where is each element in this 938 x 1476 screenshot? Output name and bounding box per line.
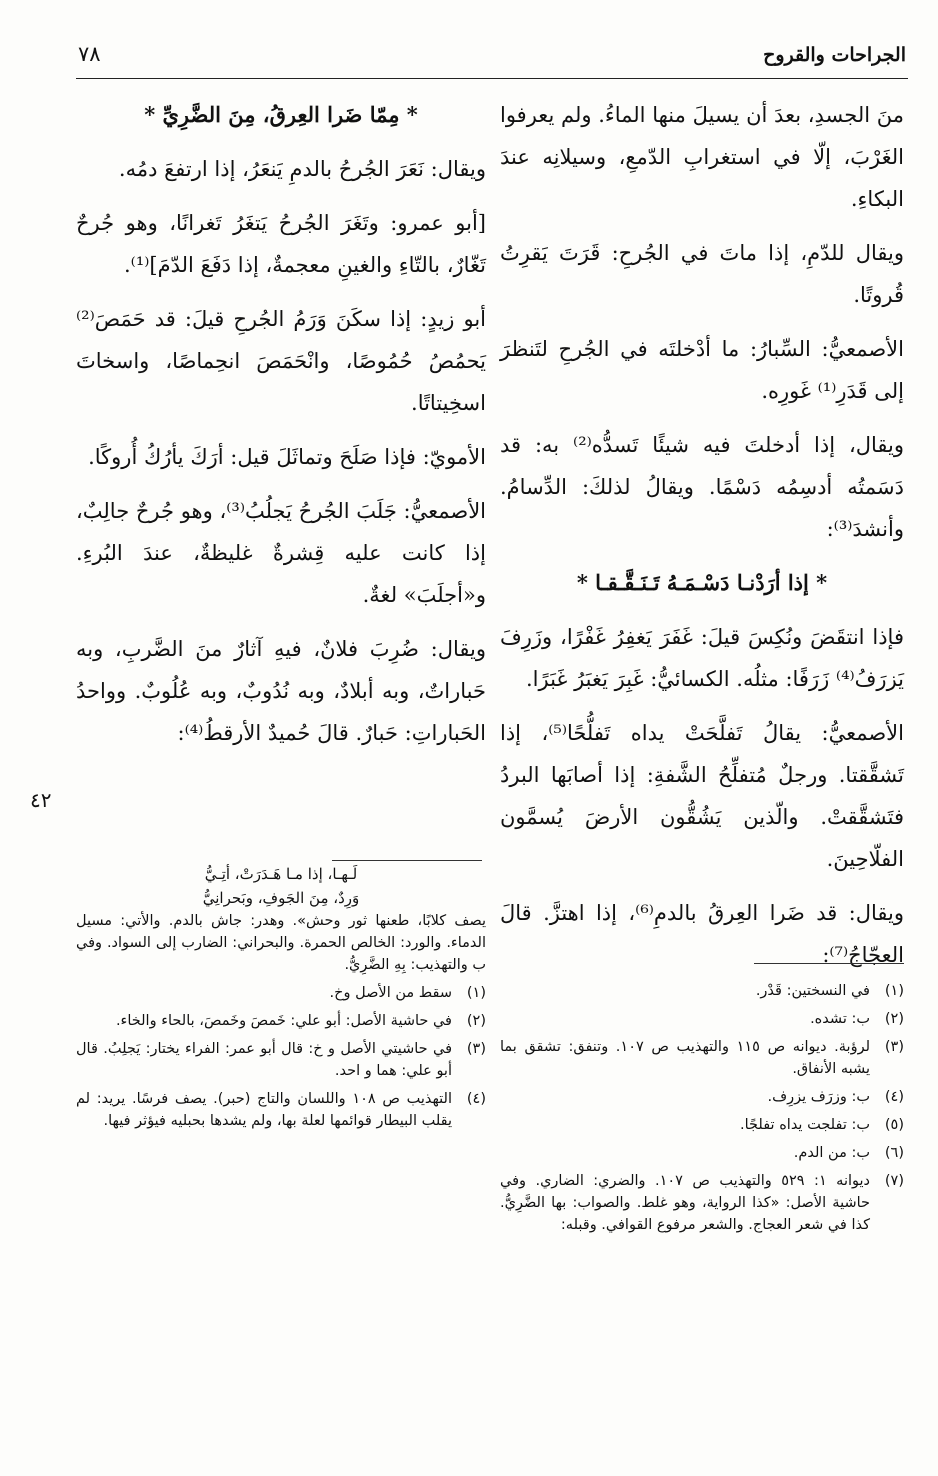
footnote bbox=[500, 980, 904, 1002]
footnote-rule-right bbox=[754, 963, 904, 964]
paragraph: أبو زيدٍ: إذا سكَنَ وَرَمُ الجُرحِ قيلَ: قد حَمَصَ⁽²⁾ يَحمُصُ حُمُوصًا، وانْحَمَصَ انحِماصًا، واسخاتَ اسخِيتاتًا. bbox=[76, 307, 486, 415]
footnote-number: (٤) bbox=[884, 1089, 904, 1105]
footnote-text: في حاشية الأصل: أبو علي: خَمصَ وخَمصَ، بالحاء والخاء. bbox=[115, 1013, 452, 1029]
footnote bbox=[76, 1088, 486, 1132]
footnotes-right bbox=[500, 980, 904, 1242]
paragraph: الأصمعيُّ: يقالُ تَفلَّحَتْ يداه تَفلُّحًا⁽⁵⁾، إذا تَشقَّقتا. ورجلٌ مُتفلِّحُ الشَّفةِ: إذا أصابَها البردُ فتَشقَّقتْ. والّذين يَشُقُّون الأرضَ يُسمَّون الفلّاحِينَ. bbox=[500, 721, 904, 871]
footnote-text: سقط من الأصل وخ. bbox=[329, 985, 452, 1001]
left-column bbox=[76, 94, 486, 766]
paragraph: الأصمعيُّ: جَلَبَ الجُرحُ يَجلُبُ⁽³⁾، وهو جُرحٌ جالِبٌ، إذا كانت عليه قِشرةٌ غليظةٌ، عندَ البُرءِ. و«أجلَبَ» لغةٌ. bbox=[76, 499, 487, 607]
footnote-text: ب: تشده. bbox=[810, 1011, 870, 1027]
footnote bbox=[500, 1114, 904, 1136]
footnote-number: (٦) bbox=[884, 1145, 904, 1161]
paragraph: [أبو عمرو: وتَغَرَ الجُرحُ يَتغَرُ تَغرانًا، وهو جُرحٌ تَغّارٌ، بالتّاءِ والغينِ معجمةٌ، إذا دَفَعَ الدّمَ]⁽¹⁾. bbox=[76, 211, 486, 277]
verse-line: * إذا أرَدْنـا دَسْـمَـهُ تَـنَـقَّـقـا * bbox=[576, 570, 828, 595]
paragraph: ويقال: ضُرِبَ فلانٌ، فيهِ آثارٌ منَ الضَّربِ، وبه حَباراتٌ، وبه أبلادٌ، وبه نُدُوبٌ، وبه عُلُوبٌ. وواحدُ الحَباراتِ: حَبارٌ. قالَ حُميدٌ الأرقطُ⁽⁴⁾: bbox=[76, 637, 486, 745]
right-column bbox=[500, 94, 904, 988]
page-header bbox=[78, 42, 906, 76]
footnote-text: ب: وزرَف يزرِف. bbox=[767, 1089, 870, 1105]
paragraph: الأصمعيُّ: السِّبارُ: ما أدْخلتَه في الجُرحِ لتَنظرَ إلى قَدَرِ⁽¹⁾ غَورِه. bbox=[500, 337, 904, 403]
verse-line: لَـهـا، إذا مـا هَـدَرَتْ، أتِـيُّ bbox=[204, 865, 358, 883]
footnote bbox=[500, 1008, 904, 1030]
page-number: ٧٨ bbox=[78, 42, 101, 66]
footnote-number: (٢) bbox=[884, 1011, 904, 1027]
paragraph: ويقال: قد ضَرا العِرقُ بالدمِ⁽⁶⁾، إذا اهتزَّ. قالَ العجّاجُ⁽⁷⁾: bbox=[500, 901, 904, 967]
footnote-continuation: يصف كلابًا، طعنها ثور وحش». وهدر: جاش بالدم. والأتي: مسيل الدماء. والورد: الخالص الحمرة. والبحراني: الضارب إلى السواد. وفي ب والتهذيب: بِهِ الضَّرِيُّ. bbox=[76, 913, 486, 973]
verse-line: وَرِدٌ، مِنَ الجَوفِ، وبَحرانِيُّ bbox=[202, 889, 360, 907]
footnote-number: (٥) bbox=[884, 1117, 904, 1133]
footnote bbox=[76, 982, 486, 1004]
paragraph: ويقال للدّمِ، إذا ماتَ في الجُرحِ: قَرَتَ يَقرِتُ قُروتًا. bbox=[500, 241, 904, 307]
footnote-number: (٢) bbox=[466, 1013, 486, 1029]
paragraph: ويقال، إذا أدخلتَ فيه شيئًا تَسدُّه⁽²⁾ به: قد دَسَمتُه أدسِمُه دَسْمًا. ويقالُ لذلكَ: الدِّسامُ. وأنشدَ⁽³⁾: bbox=[500, 433, 904, 541]
paragraph: ويقال: نَعَرَ الجُرحُ بالدمِ يَنعَرُ، إذا ارتفعَ دمُه. bbox=[118, 157, 486, 181]
footnote-number: (٤) bbox=[466, 1091, 486, 1107]
paragraph: فإذا انتقَضَ ونُكِسَ قيلَ: غَفَرَ يَغفِرُ غَفْرًا، وزَرِفَ يَزرَفُ⁽⁴⁾ زَرَفًا: مثلُه. الكسائيُّ: غَبِرَ يَغبَرُ غَبَرًا. bbox=[500, 625, 904, 691]
footnote-number: (٣) bbox=[466, 1041, 486, 1057]
footnotes-left bbox=[76, 862, 486, 1138]
footnote-text: ب: من الدم. bbox=[793, 1145, 870, 1161]
verse-line: * مِمّا ضَرا العِرقُ، مِنَ الضَّرِيِّ * bbox=[144, 102, 418, 127]
footnote-text: لرؤبة. ديوانه ص ١١٥ والتهذيب ص ١٠٧. وتنفق: تشقق بما يشبه الأنفاق. bbox=[500, 1039, 870, 1077]
footnote-text: في النسختين: قَدْر. bbox=[755, 983, 870, 999]
footnote-text: ب: تفلجت يداه تفلجًا. bbox=[740, 1117, 870, 1133]
header-rule bbox=[76, 78, 908, 79]
footnote-text: في حاشيتي الأصل و خ: قال أبو عمر: الفراء يختار: يَجلِبُ. قال أبو علي: هما و احد. bbox=[76, 1041, 452, 1079]
footnote-number: (٣) bbox=[884, 1039, 904, 1055]
paragraph: الأمويّ: فإذا صَلَحَ وتماثَلَ قيل: أرَكَ يأرُكُ أُروكًا. bbox=[88, 445, 486, 469]
footnote bbox=[500, 1036, 904, 1080]
footnote bbox=[76, 1010, 486, 1032]
footnote-text: التهذيب ص ١٠٨ واللسان والتاج (حبر). يصف فرسًا. يريد: لم يقلب البيطار قوائمها لعلة بها، ولم يشدها بحبليه فيؤثر فيها. bbox=[76, 1091, 453, 1129]
footnote-number: (٧) bbox=[884, 1173, 904, 1189]
margin-page-marker: ٤٢ bbox=[30, 788, 52, 812]
footnote-verse bbox=[76, 862, 486, 910]
footnote-rule-left bbox=[332, 860, 482, 861]
footnote bbox=[500, 1142, 904, 1164]
footnote-number: (١) bbox=[466, 985, 486, 1001]
footnote bbox=[500, 1086, 904, 1108]
paragraph: منَ الجسدِ، بعدَ أن يسيلَ منها الماءُ. ولم يعرفوا الغَرْبَ، إلّا في استغرابِ الدّمعِ، وسيلانِه عندَ البكاءِ. bbox=[500, 103, 904, 211]
footnote-text: ديوانه ١: ٥٢٩ والتهذيب ص ١٠٧. والضري: الضاري. وفي حاشية الأصل: «كذا الرواية، وهو غلط. والصواب: بها الضَّرِيُّ. كذا في شعر العجاج. والشعر مرفوع القوافي. وقبله: bbox=[500, 1173, 870, 1233]
running-title: الجراحات والقروح bbox=[763, 44, 906, 66]
footnote bbox=[500, 1170, 904, 1236]
footnote bbox=[76, 1038, 486, 1082]
footnote-number: (١) bbox=[884, 983, 904, 999]
